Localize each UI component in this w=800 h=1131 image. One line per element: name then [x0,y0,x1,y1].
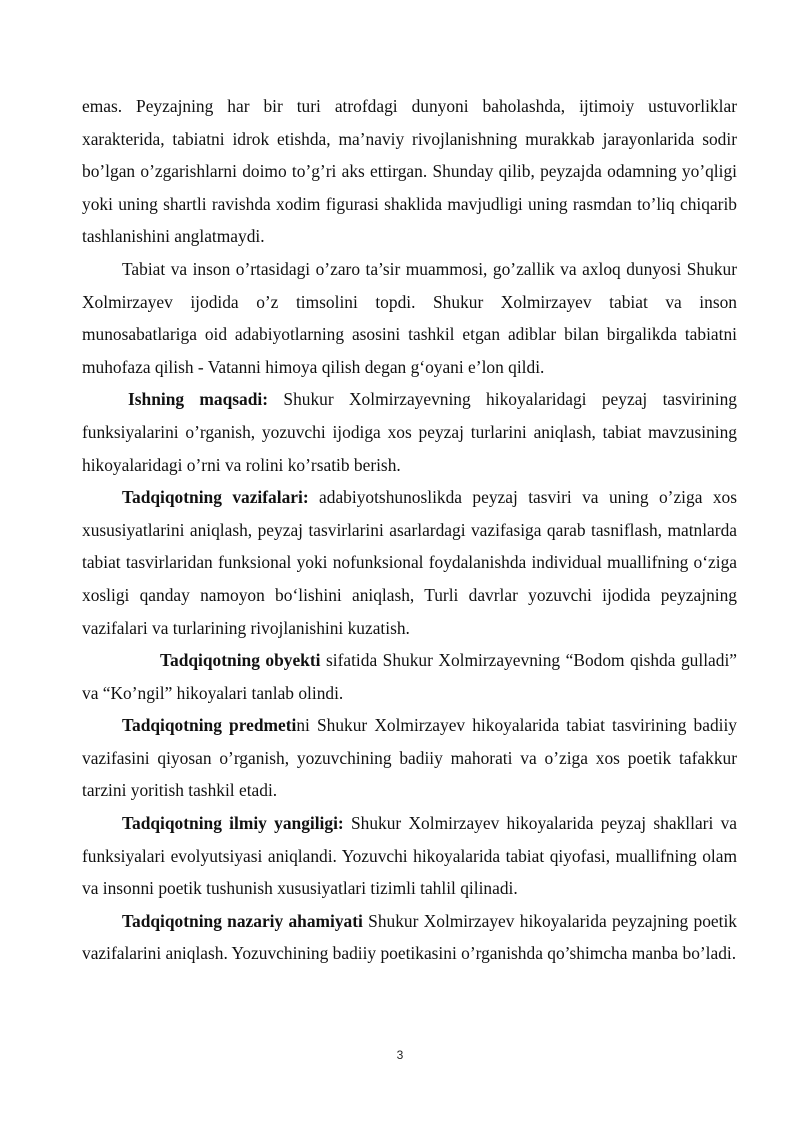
paragraph-tasks [82,481,737,644]
paragraph-text: ni Shukur Xolmirzayev hikoyalarida tabiat tasvirining badiiy vazifasini qiyosan o’rganish, yozuvchining badiiy mahorati va o’ziga xos poetik tafakkur tarzini yoritish tashkil etadi. [82,715,738,801]
body-text [82,90,737,970]
paragraph-heading: Tadqiqotning predmeti [122,715,297,736]
paragraph-text: Shukur Xolmirzayevning hikoyalaridagi peyzaj tasvirining funksiyalarini o’rganish, yozuvchi ijodiga xos peyzaj turlarini aniqlash, tabiat mavzusining hikoyalaridagi o’rni va rolini ko’rsatib berish. [82,389,737,475]
paragraph-text: adabiyotshunoslikda peyzaj tasviri va uning o’ziga xos xususiyatlarini aniqlash, peyzaj tasvirlarini asarlardagi vazifasiga qarab tasniflash, matnlarda tabiat tasvirlaridan funksional yoki nofunksional foydalanishda individual muallifning o‘ziga xosligi qanday namoyon bo‘lishini aniqlash, Turli davrlar yozuvchi ijodida peyzajning vazifalari va turlarining rivojlanishini kuzatish. [82,487,738,638]
paragraph-intro-continuation [82,90,737,253]
paragraph-subject [82,709,737,807]
paragraph-heading: Tadqiqotning obyekti [160,650,321,671]
paragraph-nature-human [82,253,737,383]
paragraph-novelty [82,807,737,905]
paragraph-goal [82,383,737,481]
paragraph-heading: Tadqiqotning vazifalari: [122,487,309,508]
paragraph-text: sifatida Shukur Xolmirzayevning “Bodom qishda gulladi” va “Ko’ngil” hikoyalari tanlab olindi. [82,650,737,703]
paragraph-heading: Tadqiqotning nazariy ahamiyati [122,910,363,931]
paragraph-text: Shukur Xolmirzayev hikoyalarida peyzajning poetik vazifalarini aniqlash. Yozuvchining badiiy poetikasini o’rganishda qo’shimcha manba bo’ladi. [82,910,737,964]
paragraph-text: Tabiat va inson o’rtasidagi o’zaro ta’sir muammosi, go’zallik va axloq dunyosi Shukur Xolmirzayev ijodida o’z timsolini topdi. Shukur Xolmirzayev tabiat va inson munosabatlariga oid adabiyotlarning asosini tashkil etgan adiblar bilan birgalikda tabiatni muhofaza qilish - Vatanni himoya qilish degan g‘oyani e’lon qildi. [82,258,737,377]
paragraph-text: emas. Peyzajning har bir turi atrofdagi dunyoni baholashda, ijtimoiy ustuvorliklar xarakterida, tabiatni idrok etishda, ma’naviy rivojlanishning murakkab jarayonlarida sodir bo’lgan o’zgarishlarni doimo to’g’ri aks ettirgan. Shunday qilib, peyzajda odamning yo’qligi yoki uning shartli ravishda xodim figurasi shaklida mavjudligi uning rasmdan to’liq chiqarib tashlanishini anglatmaydi. [82,96,737,247]
paragraph-text: Shukur Xolmirzayev hikoyalarida peyzaj shakllari va funksiyalari evolyutsiyasi aniqlandi. Yozuvchi hikoyalarida tabiat qiyofasi, muallifning olam va insonni poetik tushunish xususiyatlari tizimli tahlil qilinadi. [82,813,737,899]
page-number: 3 [396,1048,404,1062]
paragraph-heading: Ishning maqsadi: [128,389,269,410]
paragraph-object [82,644,737,709]
paragraph-theoretical-significance [82,905,737,970]
paragraph-heading: Tadqiqotning ilmiy yangiligi: [122,813,344,834]
